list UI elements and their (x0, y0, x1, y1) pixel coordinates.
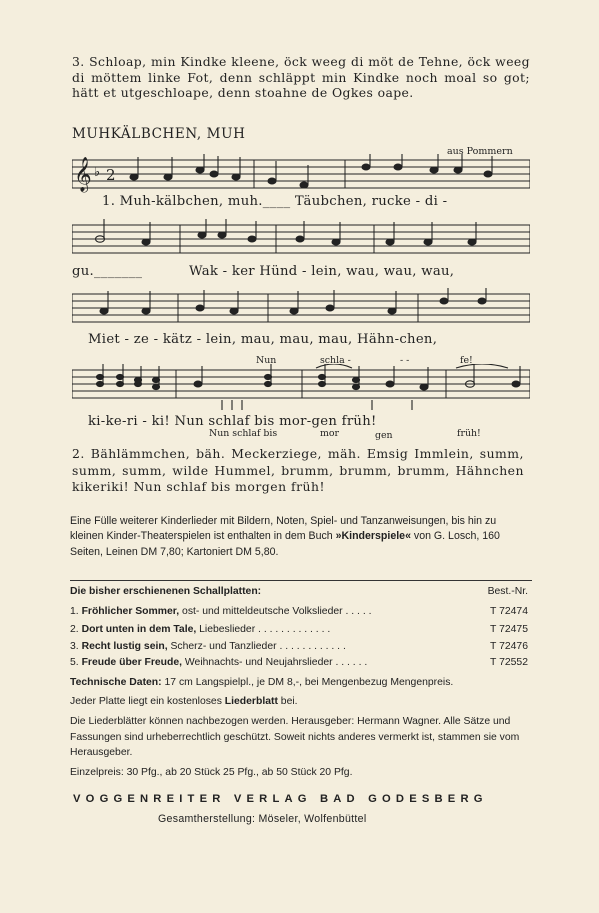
music-staff-1 (72, 154, 530, 194)
order-number-label: Best.-Nr. (487, 586, 528, 597)
ad-text-end: von G. Losch, 160 Seiten, Leinen DM 7,80; Kartoniert DM 5,80. (70, 530, 500, 558)
song-title: MUHKÄLBCHEN, MUH (72, 126, 246, 142)
section-divider (70, 580, 532, 581)
record-title: Freude über Freude, (81, 657, 183, 668)
single-price: Einzelpreis: 30 Pfg., ab 20 Stück 25 Pfg., ab 50 Stück 20 Pfg. (70, 767, 353, 778)
lower-lyric-fruh: früh! (457, 428, 481, 439)
record-item: 3. Recht lustig sein, Scherz- und Tanzlieder . . . . . . . . . . . . T 72476 (70, 641, 528, 652)
record-number: T 72476 (490, 641, 528, 652)
lyric-line-3: Miet - ze - kätz - lein, mau, mau, mau, Hähn-chen, (88, 332, 438, 347)
lower-lyric-gen: gen (375, 430, 393, 441)
record-title: Recht lustig sein, (81, 641, 168, 652)
upper-lyric-nun: Nun (256, 355, 277, 366)
ad-text-start: Eine Fülle weiterer Kinderlieder mit Bildern, Noten, Spiel- und Tanzanweisungen, bis hin zu kleinen Kinder-Theaterspielen ist enthalten in dem Buch (70, 515, 497, 543)
lower-lyric-nun-schlaf-bis: Nun schlaf bis (209, 428, 278, 439)
upper-lyric-dashes: - - (400, 355, 410, 366)
records-heading (70, 586, 532, 597)
lyric-line-2-start: gu._______ (72, 264, 143, 279)
upper-lyric-fe: fe! (460, 355, 473, 366)
record-title: Fröhlicher Sommer, (81, 606, 180, 617)
record-title: Dort unten in dem Tale, (81, 624, 197, 635)
stanza-3: 3. Schloap, min Kindke kleene, öck weeg di möt de Tehne, öck weeg di möttem linke Fot, denn schläppt min Kindke noch moal so got; hätt et utgeschloape, denn stoahne de Ogkes oape. (72, 54, 530, 101)
ad-book-title: »Kinderspiele« (335, 530, 411, 543)
upper-lyric-schla: schla - (320, 355, 351, 366)
stanza-2: 2. Bählämmchen, bäh. Meckerziege, mäh. Emsig Immlein, summ, summ, summ, wilde Hummel, brumm, brumm, brumm, Hähnchen kikeriki! Nun schlaf bis morgen früh! (72, 446, 524, 495)
liederblatt-note: Jeder Platte liegt ein kostenloses Liederblatt bei. (70, 696, 298, 707)
record-number: T 72552 (490, 657, 528, 668)
technical-data: Technische Daten: 17 cm Langspielpl., je DM 8,-, bei Mengenbezug Mengenpreis. (70, 677, 454, 688)
record-item: 1. Fröhlicher Sommer, ost- und mitteldeutsche Volkslieder . . . . . T 72474 (70, 606, 528, 617)
lyric-line-1: 1. Muh-kälbchen, muh.____ Täubchen, rucke - di - (102, 194, 448, 209)
music-staff-2 (72, 219, 530, 259)
publisher-name: VOGGENREITER VERLAG BAD GODESBERG (73, 793, 488, 805)
record-item: 2. Dort unten in dem Tale, Liebeslieder . . . . . . . . . . . . . T 72475 (70, 624, 528, 635)
record-number: T 72475 (490, 624, 528, 635)
music-staff-3 (72, 288, 530, 328)
record-number: T 72474 (490, 606, 528, 617)
time-signature: 2 (106, 166, 116, 184)
treble-clef-icon: 𝄞 (74, 157, 92, 192)
record-item: 5. Freude über Freude, Weihnachts- und Neujahrslieder . . . . . . T 72552 (70, 657, 528, 668)
rights-notice: Die Liederblätter können nachbezogen werden. Herausgeber: Hermann Wagner. Alle Sätze und Fassungen sind urheberrechtlich geschützt. Soweit nichts anderes vermerkt ist, stammen sie vom Herausgeber. (70, 716, 520, 759)
lyric-line-4: ki-ke-ri - ki! Nun schlaf bis mor-gen früh! (88, 414, 377, 429)
song-origin: aus Pommern (447, 146, 513, 157)
lower-lyric-mor: mor (320, 428, 340, 439)
technical-data-label: Technische Daten: (70, 677, 162, 688)
printer-credit: Gesamtherstellung: Möseler, Wolfenbüttel (158, 813, 367, 825)
records-heading-text: Die bisher erschienenen Schallplatten: (70, 586, 262, 597)
music-staff-4 (72, 364, 530, 414)
book-advertisement (70, 514, 532, 560)
flat-icon: ♭ (94, 165, 101, 180)
lyric-line-2: Wak - ker Hünd - lein, wau, wau, wau, (189, 264, 455, 279)
